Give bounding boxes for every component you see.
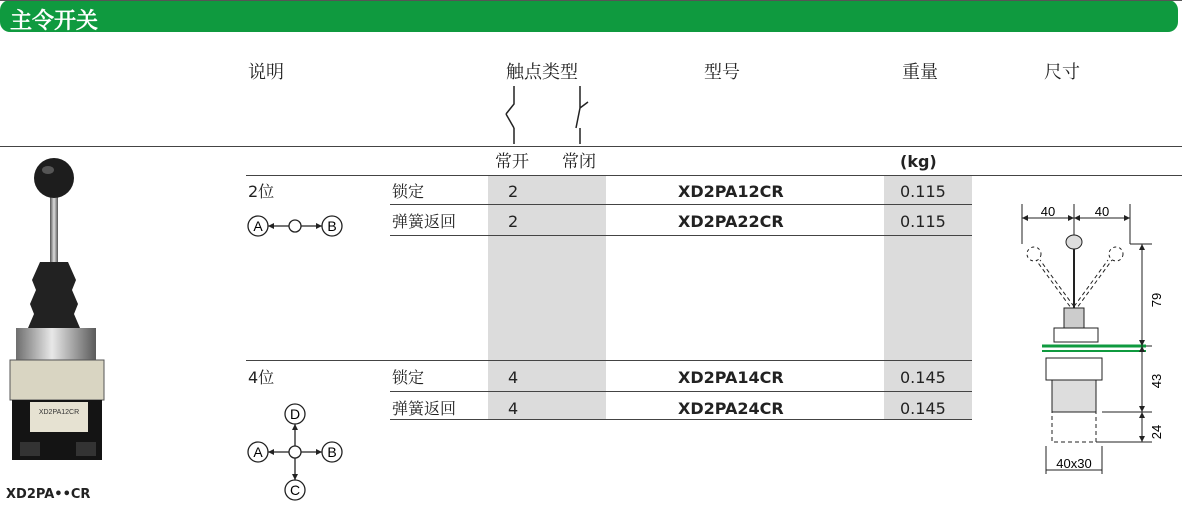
label-plate — [30, 402, 88, 432]
two-position-diagram — [244, 212, 348, 240]
model-number: XD2PA22CR — [678, 212, 784, 231]
center-circle — [289, 446, 301, 458]
knob-highlight — [42, 166, 54, 174]
row-rule — [390, 204, 972, 205]
body-outline — [1052, 380, 1096, 412]
rubber-boot — [28, 262, 80, 328]
col-header-weight: 重量 — [902, 62, 938, 83]
weight-value: 0.115 — [900, 182, 946, 201]
position-b-label: B — [327, 218, 337, 234]
contact-block-outline — [1052, 412, 1096, 442]
body-model-text: XD2PA12CR — [38, 409, 80, 416]
mounting-base — [10, 360, 104, 400]
terminal-left — [20, 442, 40, 456]
weight-column-shade — [884, 175, 972, 360]
arrow-left-icon — [268, 449, 274, 455]
no-column-shade-2 — [488, 361, 606, 419]
header-rule — [0, 146, 1182, 147]
function-label: 锁定 — [392, 182, 425, 201]
nc-contact-path — [576, 86, 588, 144]
arrow-up-icon — [292, 424, 298, 430]
knob-outline — [1066, 235, 1082, 249]
arrow-down-icon — [292, 474, 298, 480]
weight-value: 0.145 — [900, 368, 946, 387]
metal-collar — [16, 328, 96, 362]
no-count: 4 — [508, 399, 519, 418]
dim-base-size: 40x30 — [1056, 456, 1092, 471]
center-circle — [289, 220, 301, 232]
weight-value: 0.115 — [900, 212, 946, 231]
row-rule — [390, 419, 972, 420]
dim-body-height: 43 — [1149, 373, 1164, 389]
collar-outline — [1054, 328, 1098, 342]
tilt-right-dashed — [1070, 260, 1108, 312]
tilt-left-dashed — [1040, 260, 1078, 312]
position-b-label: B — [327, 444, 337, 460]
no-count: 2 — [508, 182, 519, 201]
dimension-drawing — [1012, 200, 1182, 480]
nc-contact-symbol — [568, 86, 598, 146]
col-header-model: 型号 — [704, 62, 740, 83]
position-a-label: A — [253, 444, 263, 460]
col-header-description: 说明 — [248, 62, 284, 83]
col-header-weight-unit: (kg) — [900, 152, 937, 171]
col-header-no: 常开 — [495, 152, 529, 172]
no-contact-blade — [506, 114, 514, 128]
arrow-right-icon — [316, 223, 322, 229]
position-d-label: D — [289, 406, 301, 422]
group-rule — [246, 360, 972, 361]
arrow-right-icon — [316, 449, 322, 455]
weight-value: 0.145 — [900, 399, 946, 418]
tilt-right-knob — [1109, 247, 1123, 261]
group-position-2: 2位 — [248, 182, 275, 201]
no-column-shade — [488, 175, 606, 360]
model-number: XD2PA24CR — [678, 399, 784, 418]
dim-base-height: 24 — [1149, 424, 1164, 440]
product-caption: XD2PA••CR — [6, 487, 91, 502]
lever-knob — [34, 158, 74, 198]
col-header-dimensions: 尺寸 — [1044, 62, 1080, 83]
row-rule — [390, 391, 972, 392]
group-position-4: 4位 — [248, 368, 275, 387]
col-header-contact-type: 触点类型 — [506, 62, 578, 83]
no-count: 4 — [508, 368, 519, 387]
function-label: 锁定 — [392, 368, 425, 387]
model-number: XD2PA12CR — [678, 182, 784, 201]
terminal-right — [76, 442, 96, 456]
subheader-rule — [246, 175, 1182, 176]
boot-outline — [1064, 308, 1084, 328]
section-title: 主令开关 — [10, 9, 99, 34]
lever-shaft — [50, 192, 58, 262]
arrow-left-icon — [268, 223, 274, 229]
base-outline — [1046, 358, 1102, 380]
dim-right-width: 40 — [1094, 204, 1110, 219]
model-number: XD2PA14CR — [678, 368, 784, 387]
section-banner — [0, 0, 1178, 32]
row-rule — [390, 235, 972, 236]
no-contact-symbol — [500, 86, 530, 146]
dim-lever-height: 79 — [1149, 292, 1164, 308]
no-count: 2 — [508, 212, 519, 231]
col-header-nc: 常闭 — [562, 152, 596, 172]
product-photo — [6, 152, 114, 472]
top-rule — [0, 0, 1182, 1]
tilt-left-knob — [1027, 247, 1041, 261]
dim-left-width: 40 — [1040, 204, 1056, 219]
function-label: 弹簧返回 — [392, 212, 457, 231]
tilt-left-dashed — [1036, 260, 1074, 312]
four-position-diagram — [244, 402, 348, 504]
function-label: 弹簧返回 — [392, 399, 457, 418]
tilt-right-dashed — [1074, 260, 1112, 312]
position-a-label: A — [253, 218, 263, 234]
position-c-label: C — [289, 482, 301, 498]
